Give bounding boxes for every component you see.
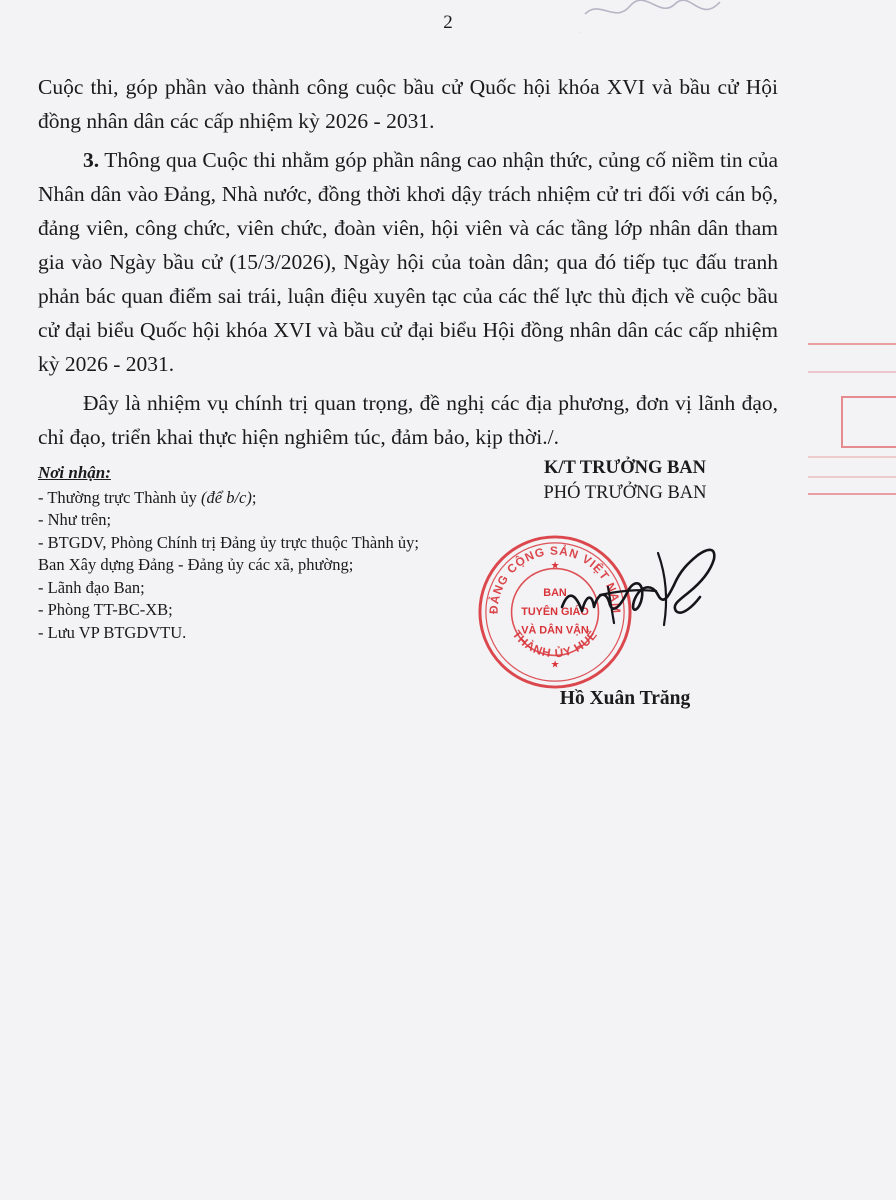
recipient-item: - Phòng TT-BC-XB;	[38, 600, 173, 619]
signature-block	[500, 455, 750, 505]
seal-outer-text: ĐẢNG CỘNG SẢN VIỆT NAM	[486, 543, 624, 615]
recipient-item: - Thường trực Thành ủy (để b/c);	[38, 487, 257, 507]
svg-text:★: ★	[550, 659, 560, 671]
receipt-stamp-fragment	[808, 342, 896, 502]
seal-inner-line: VÀ DÂN VẬN	[521, 624, 589, 637]
handwritten-signature-icon	[548, 545, 728, 655]
seal-inner-line: BAN	[543, 587, 567, 600]
paragraph-3: 3. Thông qua Cuộc thi nhằm góp phần nâng cao nhận thức, củng cố niềm tin của Nhân dân vào Đảng, Nhà nước, đồng thời khơi dậy trách nhiệm cử tri đối với cán bộ, đảng viên, công chức, viên chức, đoàn viên, hội viên và các tầng lớp nhân dân tham gia vào Ngày bầu cử (15/3/2026), Ngày hội của toàn dân; qua đó tiếp tục đấu tranh phản bác quan điểm sai trái, luận điệu xuyên tạc của các thế lực thù địch về cuộc bầu cử đại biểu Quốc hội khóa XVI và bầu cử đại biểu Hội đồng nhân dân các cấp nhiệm kỳ 2026 - 2031.	[38, 148, 778, 376]
seal-inner-line: TUYÊN GIÁO	[521, 605, 589, 618]
recipient-item: - Như trên;	[38, 510, 112, 529]
signer-role-primary: K/T TRƯỞNG BAN	[543, 458, 707, 478]
recipients-block	[38, 462, 438, 644]
page-number: 2	[443, 12, 453, 33]
paragraph-number: 3.	[83, 148, 100, 172]
document-body	[38, 70, 778, 454]
paragraph-closing: Đây là nhiệm vụ chính trị quan trọng, đề nghị các địa phương, đơn vị lãnh đạo, chỉ đạo, triển khai thực hiện nghiêm túc, đảm bảo, kịp thời./.	[38, 391, 778, 449]
signer-name: Hồ Xuân Trăng	[559, 688, 691, 709]
recipient-item: - BTGDV, Phòng Chính trị Đảng ủy trực thuộc Thành ủy; Ban Xây dựng Đảng - Đảng ủy các xã, phường;	[38, 532, 419, 574]
paragraph-continuation: Cuộc thi, góp phần vào thành công cuộc bầu cử Quốc hội khóa XVI và bầu cử Hội đồng nhân dân các cấp nhiệm kỳ 2026 - 2031.	[38, 75, 778, 133]
recipient-item: - Lưu VP BTGDVTU.	[38, 622, 187, 642]
signer-role-secondary: PHÓ TRƯỞNG BAN	[543, 483, 707, 503]
recipient-item: - Lãnh đạo Ban;	[38, 577, 145, 597]
svg-text:★: ★	[550, 560, 560, 572]
seal-bottom-text: THÀNH ỦY HUẾ	[509, 627, 601, 661]
recipients-title: Nơi nhận:	[38, 463, 111, 482]
